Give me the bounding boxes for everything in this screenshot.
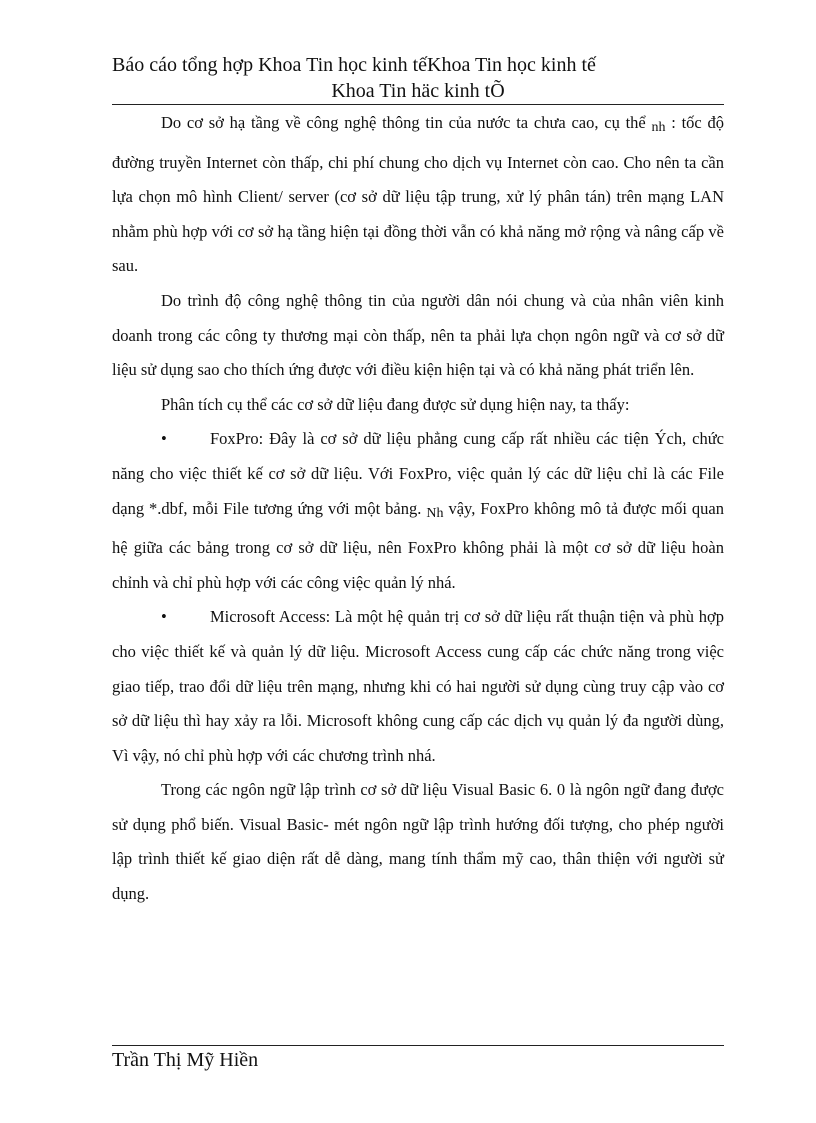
bullet-foxpro: • FoxPro: Đây là cơ sở dữ liệu phẳng cung cấp rất nhiều các tiện Ých, chức năng cho việc thiết kế cơ sở dữ liệu. Với FoxPro, việc quản lý các dữ liệu chỉ là các File dạng *.dbf, mỗi File tương ứng với một bảng. Nh vậy, FoxPro không mô tả được mối quan hệ giữa các bảng trong cơ sở dữ liệu, nên FoxPro không phải là một cơ sở dữ liệu hoàn chỉnh và chỉ phù hợp với các công việc quản lý nhá. [112, 422, 724, 600]
nh-fragment: Nh [426, 505, 444, 521]
paragraph-infrastructure: Do cơ sở hạ tầng về công nghệ thông tin của nước ta chưa cao, cụ thể nh : tốc độ đường truyền Internet còn thấp, chi phí chung cho dịch vụ Internet còn cao. Cho nên ta cần lựa chọn mô hình Client/ server (cơ sở dữ liệu tập trung, xử lý phân tán) trên mạng LAN nhằm phù hợp với cơ sở hạ tầng hiện tại đồng thời vẫn có khả năng mở rộng và nâng cấp về sau. [112, 113, 724, 276]
paragraph-analysis-intro: Phân tích cụ thể các cơ sở dữ liệu đang được sử dụng hiện nay, ta thấy: [161, 394, 630, 414]
header-line-1: Báo cáo tổng hợp Khoa Tin học kinh tếKhoa Tin học kinh tế [112, 54, 596, 76]
footer-author: Trần Thị Mỹ Hiền [112, 1049, 259, 1071]
page-header [112, 52, 724, 104]
document-body [112, 106, 724, 912]
header-divider [112, 104, 724, 105]
paragraph-skill-level: Do trình độ công nghệ thông tin của người dân nói chung và của nhân viên kinh doanh trong các công ty thương mại còn thấp, nên ta phải lựa chọn ngôn ngữ và cơ sở dữ liệu sử dụng sao cho thích ứng được với điều kiện hiện tại và có khả năng phát triển lên. [112, 290, 724, 380]
paragraph-visual-basic: Trong các ngôn ngữ lập trình cơ sở dữ liệu Visual Basic 6. 0 là ngôn ngữ đang được sử dụng phổ biến. Visual Basic- mét ngôn ngữ lập trình hướng đối tượng, cho phép người lập trình thiết kế giao diện rất dễ dàng, mang tính thẩm mỹ cao, thân thiện với người sử dụng. [112, 780, 724, 904]
bullet-icon: • [161, 607, 167, 627]
footer-divider [112, 1045, 724, 1046]
bullet-icon: • [161, 429, 167, 449]
nh-fragment: nh [651, 120, 666, 135]
header-line-2: Khoa Tin häc kinh tÕ [331, 80, 505, 102]
bullet-access: • Microsoft Access: Là một hệ quản trị cơ sở dữ liệu rất thuận tiện và phù hợp cho việc thiết kế và quản lý dữ liệu. Microsoft Access cung cấp các chức năng trong việc giao tiếp, trao đổi dữ liệu trên mạng, nhưng khi có hai người sử dụng cùng truy cập vào cơ sở dữ liệu thì hay xảy ra lỗi. Microsoft không cung cấp các dịch vụ quản lý đa người dùng, Vì vậy, nó chỉ phù hợp với các chương trình nhá. [112, 600, 724, 773]
